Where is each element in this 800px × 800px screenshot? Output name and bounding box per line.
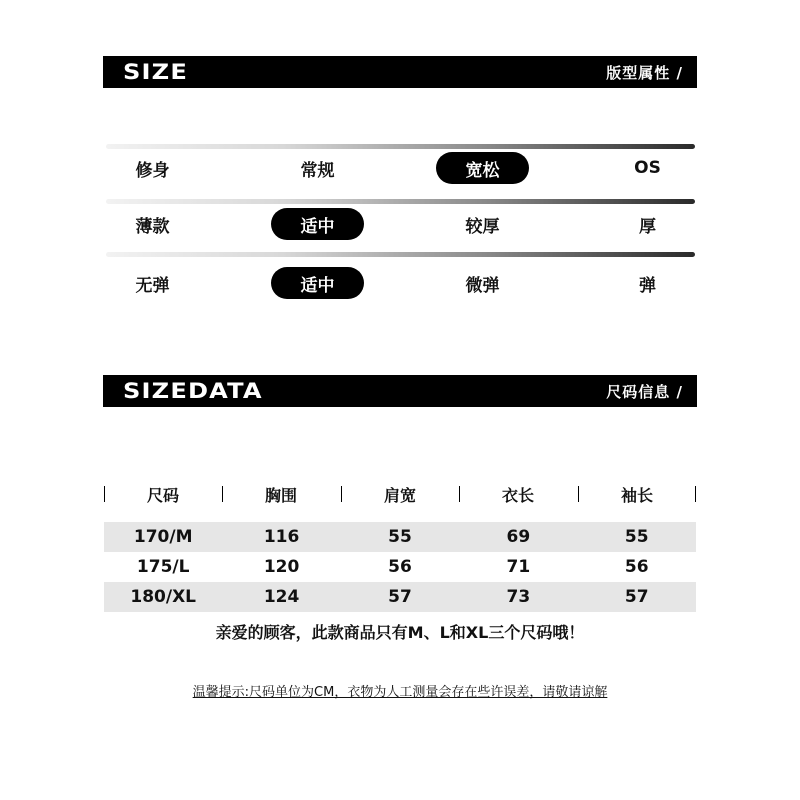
size-notice: 亲爱的顾客，此款商品只有M、L和XL三个尺码哦！ bbox=[215, 623, 585, 642]
thickness-row bbox=[0, 208, 800, 242]
cell-sleeve: 55 bbox=[624, 527, 649, 547]
elasticity-row bbox=[0, 267, 800, 301]
cell-shoulder: 57 bbox=[388, 587, 412, 607]
option-thickness-medium-selected: 适中 bbox=[271, 208, 364, 240]
cell-shoulder: 56 bbox=[388, 557, 412, 577]
gradient-line-thickness bbox=[106, 199, 695, 204]
option-elastic-stretch: 弹 bbox=[639, 275, 656, 296]
gradient-line-fit bbox=[106, 144, 695, 149]
cell-shoulder: 55 bbox=[388, 527, 412, 547]
gradient-line-elasticity bbox=[106, 252, 695, 257]
size-banner bbox=[103, 56, 697, 88]
cell-chest: 116 bbox=[263, 527, 300, 547]
cell-length: 73 bbox=[506, 587, 531, 607]
cell-chest: 124 bbox=[263, 587, 300, 607]
table-row bbox=[104, 522, 696, 552]
option-thickness-thin: 薄款 bbox=[135, 216, 170, 237]
option-elastic-slight: 微弹 bbox=[465, 275, 500, 296]
table-row bbox=[104, 552, 696, 582]
cell-chest: 120 bbox=[263, 557, 300, 577]
option-fit-os: OS bbox=[634, 158, 661, 178]
cell-size: 170/M bbox=[133, 527, 193, 547]
option-fit-loose-selected: 宽松 bbox=[436, 152, 529, 184]
fit-row bbox=[0, 152, 800, 186]
cell-length: 71 bbox=[506, 557, 531, 577]
sizedata-banner bbox=[103, 375, 697, 407]
cell-length: 69 bbox=[506, 527, 531, 547]
header-divider bbox=[695, 486, 696, 502]
header-size: 尺码 bbox=[146, 485, 179, 505]
header-length: 衣长 bbox=[501, 485, 534, 505]
option-fit-regular: 常规 bbox=[300, 160, 335, 181]
cell-size: 180/XL bbox=[130, 587, 197, 607]
cell-sleeve: 57 bbox=[624, 587, 649, 607]
option-thickness-thick: 厚 bbox=[639, 216, 656, 237]
option-elastic-none: 无弹 bbox=[135, 275, 170, 296]
size-title: SIZE bbox=[123, 60, 188, 84]
measurement-tip: 温馨提示:尺码单位为CM，衣物为人工测量会存在些许误差，请敬请谅解 bbox=[192, 685, 608, 700]
cell-size: 175/L bbox=[136, 557, 190, 577]
header-chest: 胸围 bbox=[264, 485, 297, 505]
header-sleeve: 袖长 bbox=[620, 485, 653, 505]
sizedata-subtitle: 尺码信息 / bbox=[606, 382, 683, 401]
cell-sleeve: 56 bbox=[624, 557, 649, 577]
option-thickness-thicker: 较厚 bbox=[465, 216, 500, 237]
size-subtitle: 版型属性 / bbox=[606, 63, 683, 82]
size-table-header bbox=[104, 480, 696, 508]
header-shoulder: 肩宽 bbox=[383, 485, 416, 505]
option-elastic-medium-selected: 适中 bbox=[271, 267, 364, 299]
option-fit-slim: 修身 bbox=[135, 160, 170, 181]
sizedata-title: SIZEDATA bbox=[123, 379, 263, 403]
table-row bbox=[104, 582, 696, 612]
